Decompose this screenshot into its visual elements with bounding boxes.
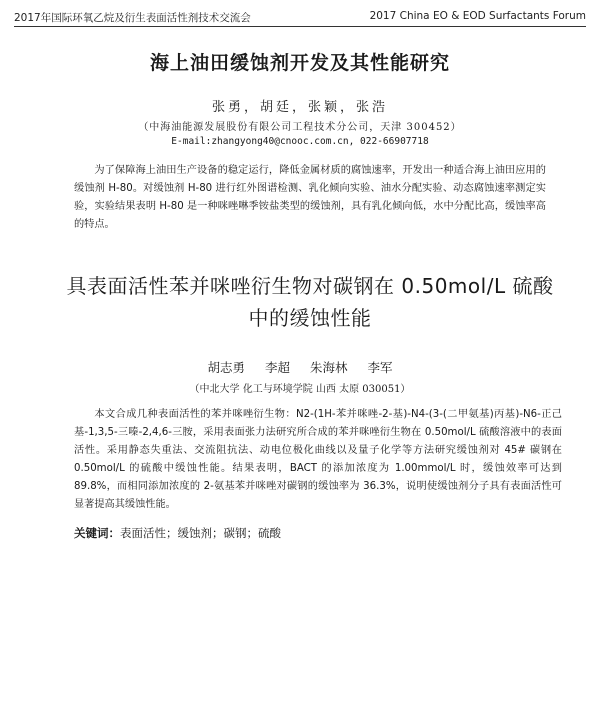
header-conference-cn: 2017年国际环氧乙烷及衍生表面活性剂技术交流会: [14, 12, 251, 24]
paper1-email: E-mail:zhangyong40@cnooc.com.cn, 022-66907718: [171, 136, 429, 147]
paper1-authors: 张勇，胡廷，张颖，张浩: [211, 100, 388, 115]
paper2-title: 具表面活性苯并咪唑衍生物对碳钢在 0.50mol/L 硫酸中的缓蚀性能: [66, 274, 554, 330]
paper1-affiliation: （中海油能源发展股份有限公司工程技术分公司，天津 300452）: [138, 122, 462, 133]
header-conference-en: 2017 China EO & EOD Surfactants Forum: [369, 10, 586, 22]
conference-header: [14, 6, 586, 27]
keywords-label: 关键词：: [74, 526, 120, 540]
paper1-title: 海上油田缓蚀剂开发及其性能研究: [149, 52, 450, 74]
paper2-abstract: 本文合成几种表面活性的苯并咪唑衍生物：N2-(1H-苯并咪唑-2-基)-N4-(3-(二甲氨基)丙基)-N6-正己基-1,3,5-三嗪-2,4,6-三胺，采用表面张力法研究所合成的苯并咪唑衍生物在 0.50mol/L 硫酸溶液中的表面活性。采用静态失重法、交流阻抗法、动电位极化曲线以及量子化学等方法研究缓蚀剂对 45# 碳钢在 0.50mol/L 的硫酸中缓蚀性能。结果表明，BACT 的添加浓度为 1.00mmol/L 时，缓蚀效率可达到 89.8%，而相同添加浓度的 2-氨基苯并咪唑对碳钢的缓蚀率为 36.3%，说明使缓蚀剂分子具有表面活性可显著提高其缓蚀性能。: [74, 409, 562, 510]
paper2-keywords: [74, 525, 562, 541]
keywords-text: 表面活性；缓蚀剂；碳钢；硫酸: [120, 526, 281, 540]
paper1-abstract: 为了保障海上油田生产设备的稳定运行，降低金属材质的腐蚀速率，开发出一种适合海上油田应用的缓蚀剂 H-80。对缓蚀剂 H-80 进行红外图谱检测、乳化倾向实验、油水分配实验、动态腐蚀速率测定实验，实验结果表明 H-80 是一种咪唑啉季铵盐类型的缓蚀剂，具有乳化倾向低，水中分配比高，缓蚀率高的特点。: [74, 165, 546, 230]
paper2-affiliation: （中北大学 化工与环境学院 山西 太原 030051）: [189, 384, 411, 395]
paper2-authors: 胡志勇 李超 朱海林 李军: [207, 360, 393, 375]
